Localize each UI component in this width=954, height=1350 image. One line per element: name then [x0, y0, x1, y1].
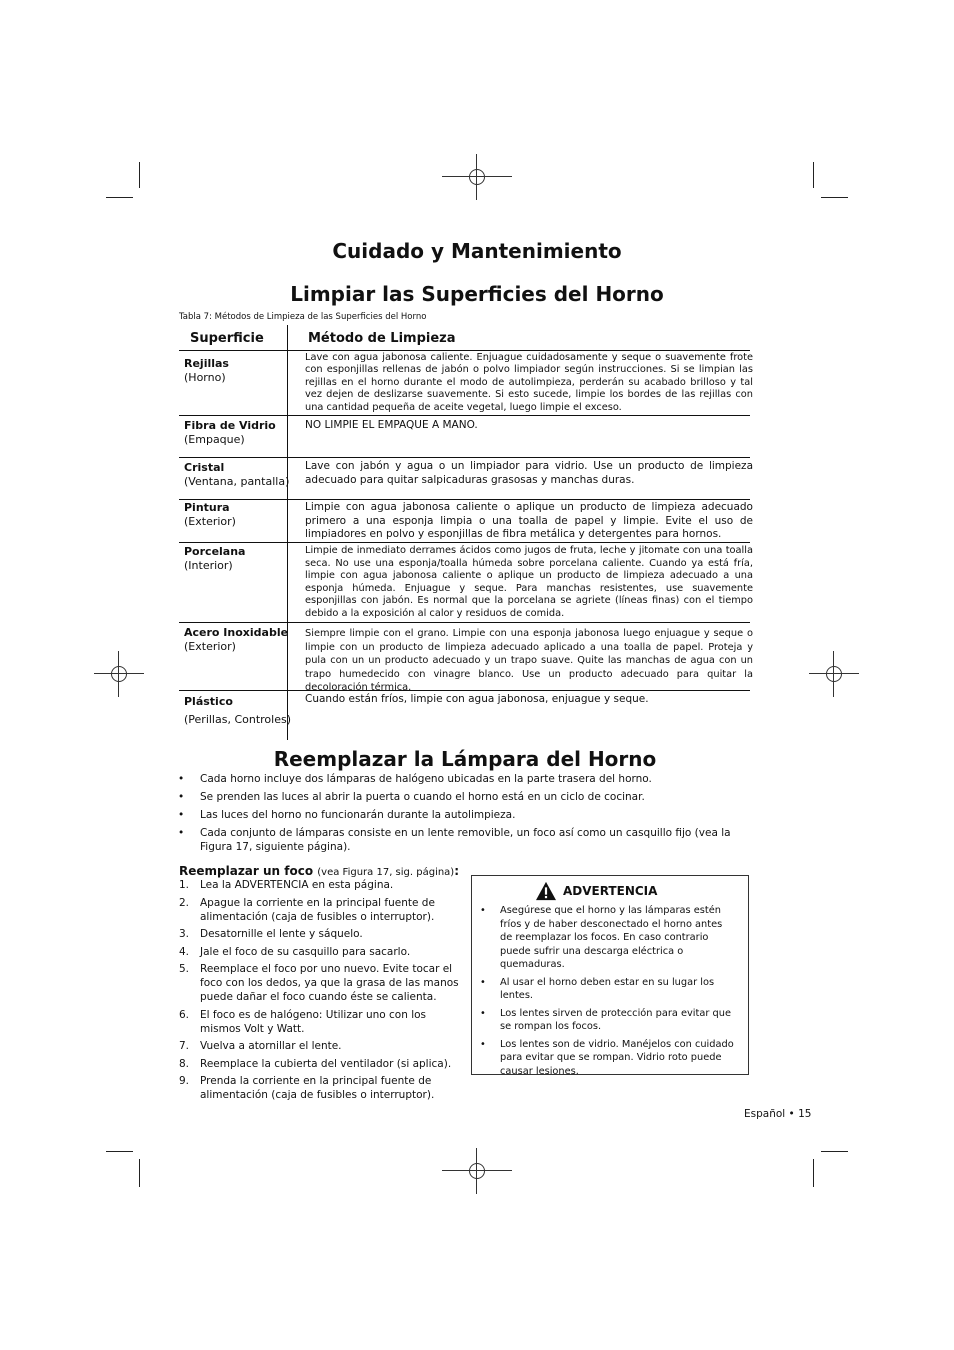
- list-item: • Los lentes sirven de protección para evitar que se rompan los focos.: [480, 1007, 731, 1032]
- table-row: [184, 461, 289, 489]
- table-row: [184, 357, 229, 385]
- bullet-icon: •: [480, 1007, 486, 1019]
- row-divider: [179, 350, 750, 351]
- crop-mark: [813, 1159, 814, 1187]
- list-item: 1. Lea la ADVERTENCIA en esta página.: [179, 879, 394, 891]
- list-item: • Asegúrese que el horno y las lámparas estén fríos y de haber desconectado el horno antes de reemplazar los focos. En caso contrario puede sufrir una descarga eléctrica o quemaduras.: [480, 905, 723, 970]
- table-divider: [287, 325, 288, 740]
- crop-mark: [139, 162, 140, 188]
- crop-mark: [821, 1151, 848, 1152]
- bullet-icon: •: [178, 809, 185, 821]
- table-caption: Tabla 7: Métodos de Limpieza de las Superficies del Horno: [179, 312, 427, 322]
- crop-mark: [106, 197, 133, 198]
- surface-detail: (Exterior): [184, 640, 236, 653]
- list-item: 4. Jale el foco de su casquillo para sacarlo.: [179, 945, 411, 958]
- table-row: [184, 693, 291, 729]
- column-header-surface: Superficie: [190, 331, 264, 346]
- row-divider: [179, 415, 750, 416]
- row-divider: [179, 542, 750, 543]
- subsection-heading: Reemplazar un foco (vea Figura 17, sig. página):: [179, 864, 460, 878]
- cleaning-method: Lave con jabón y agua o un limpiador para vidrio. Use un producto de limpieza adecuado para quitar salpicaduras grasosas y manchas duras.: [305, 460, 753, 486]
- row-divider: [179, 457, 750, 458]
- list-item: 6. El foco es de halógeno: Utilizar uno con los mismos Volt y Watt.: [179, 1008, 427, 1035]
- page-title: Cuidado y Mantenimiento: [332, 239, 622, 263]
- surface-name: Rejillas: [184, 357, 229, 370]
- row-divider: [179, 499, 750, 500]
- row-divider: [179, 622, 750, 623]
- crop-mark: [813, 162, 814, 188]
- page-footer: Español • 15: [744, 1108, 812, 1120]
- table-row: [184, 626, 288, 654]
- registration-mark-icon: [819, 659, 849, 689]
- table-row: [184, 545, 245, 573]
- list-item: • Los lentes son de vidrio. Manéjelos con cuidado para evitar que se rompan. Vidrio roto puede causar lesiones.: [480, 1038, 734, 1077]
- list-item: • Las luces del horno no funcionarán durante la autolimpieza.: [178, 809, 516, 821]
- column-header-method: Método de Limpieza: [308, 331, 456, 346]
- bullet-icon: •: [178, 827, 185, 839]
- bullet-icon: •: [178, 791, 185, 803]
- surface-detail: (Perillas, Controles): [184, 713, 292, 726]
- bullet-icon: •: [178, 773, 185, 785]
- registration-mark-icon: [462, 162, 492, 192]
- list-item: 3. Desatornille el lente y sáquelo.: [179, 928, 363, 940]
- cleaning-method: Limpie de inmediato derrames ácidos como jugos de fruta, leche y jitomate con una toalla seca. No use una esponja/toalla húmeda sobre porcelana caliente. Cuando ya está fría, limpie con agua jabonosa caliente o aplique un producto de limpieza adecuado a una esponja húmeda. Enjuague y seque. Para manchas resistentes, use suavemente esponjillas con jabón. Es normal que la porcelana se agriete (líneas finas) con el tiempo debido a la exposición al calor y residuos de comida.: [305, 545, 753, 619]
- table-row: [184, 501, 236, 529]
- list-item: 9. Prenda la corriente en la principal fuente de alimentación (caja de fusibles o interruptor).: [179, 1075, 435, 1101]
- crop-mark: [106, 1151, 133, 1152]
- list-item: • Cada conjunto de lámparas consiste en un lente removible, un foco así como un casquillo fijo (vea la Figura 17, siguiente página).: [178, 827, 731, 853]
- surface-detail: (Empaque): [184, 433, 245, 446]
- warning-list: [480, 904, 736, 1082]
- surface-name: Fibra de Vidrio: [184, 419, 276, 432]
- list-item: • Al usar el horno deben estar en su lugar los lentes.: [480, 976, 715, 1001]
- registration-mark-icon: [462, 1156, 492, 1186]
- cleaning-method: Limpie con agua jabonosa caliente o aplique un producto de limpieza adecuado primero a una esponja limpia o una toalla de papel y limpie. Evite el uso de limpiadores en polvo y esponjillas de fibra metálica y detergentes para hornos.: [305, 501, 753, 541]
- surface-name: Plástico: [184, 695, 233, 708]
- surface-name: Acero Inoxidable: [184, 626, 289, 639]
- crop-mark: [139, 1159, 140, 1187]
- section-title-cleaning: Limpiar las Superficies del Horno: [290, 282, 664, 306]
- cleaning-method: Lave con agua jabonosa caliente. Enjuague cuidadosamente y seque o suavemente frote con esponjillas rellenas de jabón o polvo limpiador según instrucciones. Si se limpian las rejillas en el horno durante el modo de autolimpieza, perderán su acabado brilloso y tal vez dejen de deslizarse suavemente. Si esto sucede, limpie los bordes de las rejillas con una cantidad pequeña de aceite vegetal, luego limpie el exceso.: [305, 352, 753, 413]
- surface-name: Porcelana: [184, 545, 246, 558]
- crop-mark: [821, 197, 848, 198]
- bullet-icon: •: [480, 905, 486, 916]
- warning-triangle-icon: [535, 881, 557, 901]
- subsection-note: (vea Figura 17, sig. página): [317, 867, 455, 878]
- bullet-icon: •: [480, 1038, 486, 1050]
- list-item: • Se prenden las luces al abrir la puerta o cuando el horno está en un ciclo de cocinar.: [178, 791, 645, 803]
- list-item: 2. Apague la corriente en la principal fuente de alimentación (caja de fusibles o interruptor).: [179, 896, 435, 923]
- warning-box: [471, 875, 749, 1075]
- cleaning-method: Cuando están fríos, limpie con agua jabonosa, enjuague y seque.: [305, 693, 649, 705]
- cleaning-method: Siempre limpie con el grano. Limpie con una esponja jabonosa luego enjuague y seque o limpie con un producto de limpieza adecuado aplicado a una toalla de papel. Proteja y pula con un un producto adecuado y un trapo suave. Quite las manchas de agua con un trapo humedecido con vinagre blanco. Use un producto adecuado para quitar la decoloración térmica.: [305, 628, 753, 694]
- surface-name: Cristal: [184, 461, 225, 474]
- surface-detail: (Exterior): [184, 515, 236, 528]
- surface-name: Pintura: [184, 501, 230, 514]
- list-item: 8. Reemplace la cubierta del ventilador (si aplica).: [179, 1057, 452, 1070]
- bullet-icon: •: [480, 976, 486, 988]
- surface-detail: (Interior): [184, 559, 233, 572]
- registration-mark-icon: [104, 659, 134, 689]
- surface-detail: (Ventana, pantalla): [184, 475, 290, 488]
- list-item: 7. Vuelva a atornillar el lente.: [179, 1040, 342, 1052]
- list-item: • Cada horno incluye dos lámparas de halógeno ubicadas en la parte trasera del horno.: [178, 773, 652, 785]
- warning-title: ADVERTENCIA: [563, 884, 658, 898]
- list-item: 5. Reemplace el foco por uno nuevo. Evite tocar el foco con los dedos, ya que la grasa de las manos puede dañar el foco cuando éste se calienta.: [179, 963, 459, 1003]
- surface-detail: (Horno): [184, 371, 226, 384]
- section-title-lamp: Reemplazar la Lámpara del Horno: [273, 747, 657, 771]
- steps-list: [179, 878, 464, 1106]
- bullet-list: [178, 772, 748, 858]
- cleaning-method: NO LIMPIE EL EMPAQUE A MANO.: [305, 419, 478, 431]
- table-row: [184, 419, 276, 447]
